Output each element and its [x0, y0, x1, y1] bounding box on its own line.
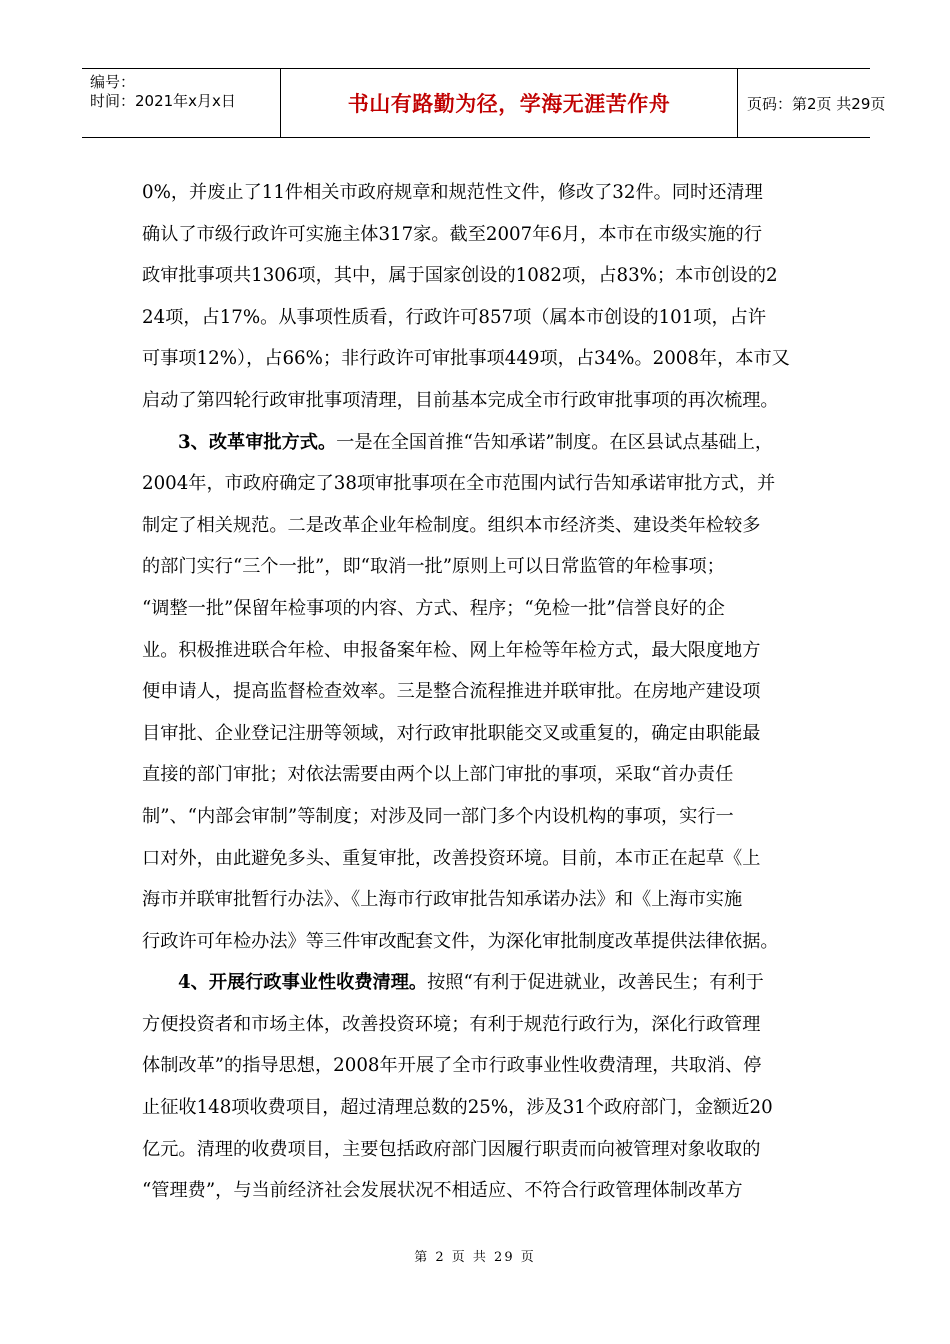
text-line: 目审批、企业登记注册等领域，对行政审批职能交叉或重复的，确定由职能最 [142, 722, 761, 744]
text-line-first [142, 962, 812, 1004]
text-line: 2004年，市政府确定了38项审批事项在全市范围内试行告知承诺审批方式，并 [142, 473, 776, 495]
text-line: 口对外，由此避免多头、重复审批，改善投资环境。目前，本市正在起草《上 [142, 847, 761, 869]
text-line: 止征收148项收费项目，超过清理总数的25%，涉及31个政府部门，金额近20 [142, 1097, 773, 1119]
text-line: 便申请人，提高监督检查效率。三是整合流程推进并联审批。在房地产建设项 [142, 681, 761, 703]
text-line: 直接的部门审批；对依法需要由两个以上部门审批的事项，采取“首办责任 [142, 764, 734, 786]
text-line: 可事项12%），占66%；非行政许可审批事项449项，占34%。2008年，本市又 [142, 348, 790, 370]
text-line: 方便投资者和市场主体，改善投资环境；有利于规范行政行为，深化行政管理 [142, 1013, 761, 1035]
text-line: 亿元。清理的收费项目，主要包括政府部门因履行职责而向被管理对象收取的 [142, 1138, 761, 1160]
document-body [142, 172, 812, 1212]
paragraph-reform-approval [142, 422, 812, 963]
section-heading-4: 4、开展行政事业性收费清理。 [178, 972, 428, 994]
text-line: “调整一批”保留年检事项的内容、方式、程序；“免检一批”信誉良好的企 [142, 597, 725, 619]
text-line: 启动了第四轮行政审批事项清理，目前基本完成全市行政审批事项的再次梳理。 [142, 389, 779, 411]
paragraph-fee-cleanup [142, 962, 812, 1212]
text-line: 制定了相关规范。二是改革企业年检制度。组织本市经济类、建设类年检较多 [142, 514, 761, 536]
header-motto-cell [280, 69, 738, 137]
text-line: 0%，并废止了11件相关市政府规章和规范性文件，修改了32件。同时还清理 [142, 182, 763, 203]
text-line: “管理费”，与当前经济社会发展状况不相适应、不符合行政管理体制改革方 [142, 1180, 743, 1202]
document-number-label: 编号： [90, 73, 136, 91]
header-page-cell [737, 69, 886, 137]
text-line: 确认了市级行政许可实施主体317家。截至2007年6月，本市在市级实施的行 [142, 223, 763, 245]
header-page-number: 页码：第2页 共29页 [747, 94, 886, 113]
text-line: 24项，占17%。从事项性质看，行政许可857项（属本市创设的101项，占许 [142, 306, 767, 328]
section-heading-3: 3、改革审批方式。 [178, 431, 337, 453]
paragraph-1 [142, 172, 812, 422]
text-line: 制”、“内部会审制”等制度；对涉及同一部门多个内设机构的事项，实行一 [142, 805, 734, 827]
text-line: 行政许可年检办法》等三件审改配套文件，为深化审批制度改革提供法律依据。 [142, 930, 779, 952]
text-line: 体制改革”的指导思想，2008年开展了全市行政事业性收费清理，共取消、停 [142, 1055, 762, 1077]
text-run: 一是在全国首推“告知承诺”制度。在区县试点基础上， [336, 431, 774, 453]
text-run: 按照“有利于促进就业，改善民生；有利于 [427, 972, 764, 994]
document-time-label: 时间：2021年x月x日 [90, 92, 236, 110]
header-meta [82, 69, 280, 137]
text-line: 海市并联审批暂行办法》、《上海市行政审批告知承诺办法》和《上海市实施 [142, 889, 743, 911]
text-line: 政审批事项共1306项，其中，属于国家创设的1082项，占83%；本市创设的2 [142, 265, 778, 287]
text-line-first [142, 422, 812, 464]
header-motto: 书山有路勤为径，学海无涯苦作舟 [347, 92, 671, 116]
page-header [82, 68, 886, 138]
text-line: 的部门实行“三个一批”，即“取消一批”原则上可以日常监管的年检事项； [142, 556, 725, 578]
text-line: 业。积极推进联合年检、申报备案年检、网上年检等年检方式，最大限度地方 [142, 639, 761, 661]
page-footer: 第 2 页 共 29 页 [414, 1250, 536, 1265]
